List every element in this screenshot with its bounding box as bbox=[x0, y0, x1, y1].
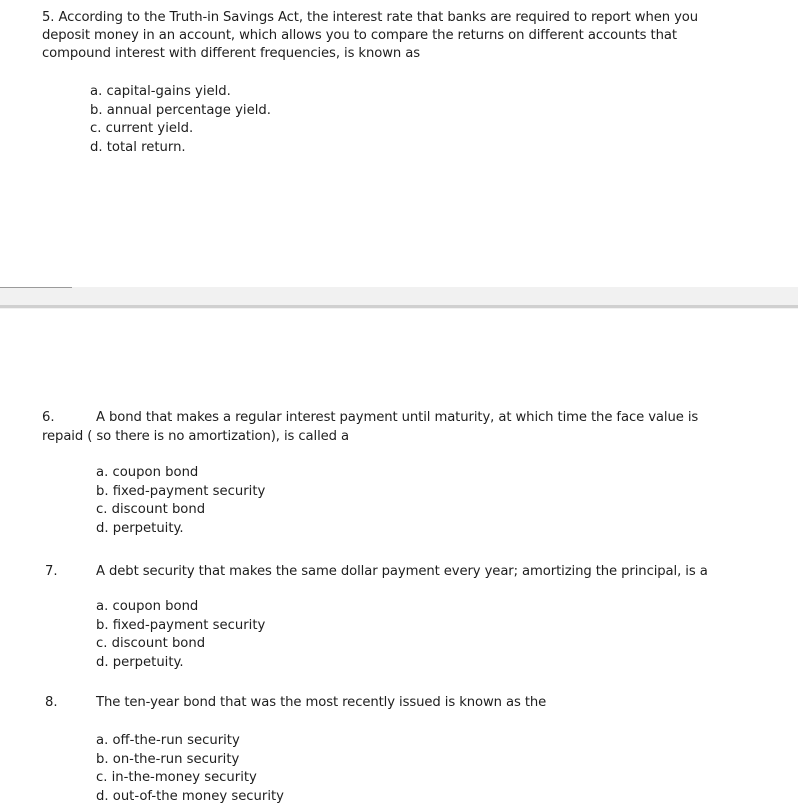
question-7-options bbox=[96, 598, 265, 672]
option-c: c. in-the-money security bbox=[96, 770, 257, 785]
option-d: d. perpetuity. bbox=[96, 520, 184, 536]
option-c: c. discount bond bbox=[96, 636, 206, 651]
question-5-text: 5. According to the Truth-in Savings Act, the interest rate that banks are required to report when you deposit money in an account, which allows you to compare the returns on different accounts that compound interest with different frequencies, is known as bbox=[42, 10, 699, 61]
option-b: b. on-the-run security bbox=[96, 751, 240, 767]
question-6-text-line-2: repaid ( so there is no amortization), is called a bbox=[42, 429, 350, 444]
page-divider bbox=[0, 305, 798, 308]
question-7-number: 7. bbox=[45, 564, 58, 579]
question-6-options bbox=[96, 464, 265, 538]
option-b: b. fixed-payment security bbox=[96, 617, 266, 633]
page-edge-line bbox=[0, 287, 72, 288]
option-a: a. off-the-run security bbox=[96, 733, 240, 748]
option-d: d. total return. bbox=[90, 139, 186, 155]
option-c: c. discount bond bbox=[96, 502, 206, 517]
option-c: c. current yield. bbox=[90, 121, 194, 136]
question-8-text: The ten-year bond that was the most recently issued is known as the bbox=[96, 695, 547, 710]
option-a: a. coupon bond bbox=[96, 599, 199, 614]
question-6-number: 6. bbox=[42, 410, 55, 425]
question-5-options bbox=[90, 83, 271, 157]
option-a: a. capital-gains yield. bbox=[90, 84, 231, 99]
option-b: b. annual percentage yield. bbox=[90, 102, 271, 118]
question-8-options bbox=[96, 732, 284, 806]
option-a: a. coupon bond bbox=[96, 465, 199, 480]
question-8-number: 8. bbox=[45, 695, 58, 710]
option-b: b. fixed-payment security bbox=[96, 483, 266, 499]
option-d: d. perpetuity. bbox=[96, 654, 184, 670]
option-d: d. out-of-the money security bbox=[96, 788, 284, 804]
question-6-text-line-1: A bond that makes a regular interest payment until maturity, at which time the face value is bbox=[96, 410, 699, 425]
question-7-text: A debt security that makes the same dollar payment every year; amortizing the principal, is a bbox=[96, 564, 708, 579]
document-page-1 bbox=[0, 0, 798, 287]
